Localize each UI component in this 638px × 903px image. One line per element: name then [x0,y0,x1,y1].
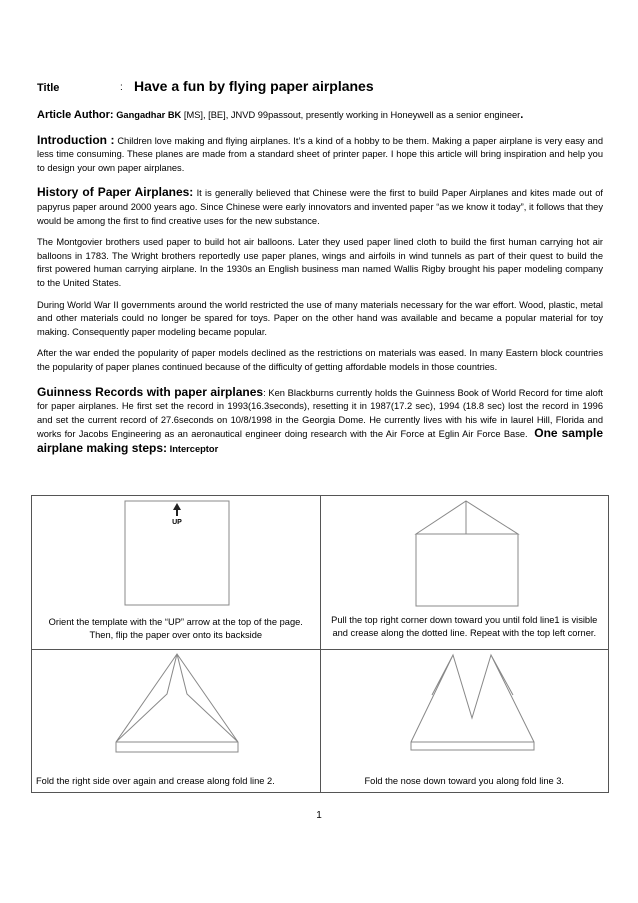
intro-paragraph [37,134,603,176]
intro-text: Children love making and flying airplanes. It’s a kind of a hobby to be them. Making a paper airplane is very easy and less time consuming. These planes are made from a standard sheet of printer paper. I hope this article will bring inspiration and help you to design your own paper airplanes. [37,135,603,173]
step-3-illustration [32,650,321,792]
folded-plane-step-3 [116,654,238,752]
guinness-paragraph [37,386,603,457]
step-4-cell [320,650,609,793]
history-paragraph-2: The Montgovier brothers used paper to build hot air balloons. Later they used paper lined cloth to build the first human carrying hot air balloons in 1783. The Wright brothers reportedly use paper planes, wings and airfoils in wind tunnels as part of their quest to build the first powered human carrying airplane. In the 1930s an English business man named Wallis Rigby brought his paper modeling company to the United States. [37,237,603,288]
step-2-caption: Pull the top right corner down toward you until fold line1 is visible and crease along the dotted line. Repeat with the top left corner. [331,615,598,638]
title-label: Title [37,82,60,94]
intro-heading: Introduction : [37,132,115,147]
step-1-caption: Orient the template with the “UP” arrow at the top of the page. Then, flip the paper over onto its backside [48,617,303,640]
up-label: UP [172,519,182,526]
title-row [37,78,603,100]
sample-heading: One sample airplane making steps: [37,426,603,455]
author-end: . [520,109,524,121]
author-details: [MS], [BE], JNVD 99passout, presently working in Honeywell as a senior engineer [183,110,521,120]
guinness-heading: Guinness Records with paper airplanes [37,384,264,399]
folded-corners [416,501,518,606]
step-2-cell [320,496,609,650]
page-title: Have a fun by flying paper airplanes [134,78,374,94]
history-heading: History of Paper Airplanes: [37,185,194,200]
sample-name: Interceptor [169,443,219,454]
step-3-caption: Fold the right side over again and crease along fold line 2. [36,776,275,786]
history-paragraph-4: After the war ended the popularity of paper models declined as the restrictions on materials was eased. In many Eastern block countries the popularity of paper planes continued because of the difficulty of getting affordable models in those countries. [37,348,603,372]
step-1-cell [32,496,321,650]
author-name: Gangadhar BK [116,110,182,120]
author-line [37,109,603,123]
step-4-caption: Fold the nose down toward you along fold line 3. [364,776,564,786]
history-text-1: It is generally believed that Chinese were the first to build Paper Airplanes and kites made out of papyrus paper around 2000 years ago. Since Chinese were early innovators and invented paper “as we know it today”, it follows that they would be among the first to find creative uses for the new substance. [37,188,603,226]
paper-sheet [125,501,229,605]
author-label: Article Author: [37,109,114,121]
history-paragraph-1 [37,186,603,228]
history-paragraph-3: During World War II governments around the world restricted the use of many materials necessary for the war effort. Wood, plastic, metal and other materials could no longer be spared for toys. Paper on the other hand was available and became a popular material for toy making. Consequently paper modeling became popular. [37,299,603,337]
article-body [37,78,603,456]
folded-plane-step-4 [411,655,534,750]
steps-table [31,495,609,793]
page-number: 1 [316,810,322,821]
guinness-text: : Ken Blackburns currently holds the Guinness Book of World Record for time aloft for paper airplanes. He first set the record in 1993(16.3seconds), resetting it in 1987(17.2 sec), 1994 (18.8 sec) lost the record in 1996 and set the current record of 27.6seconds on 10/8/1998 in the Georgia Dome. He currently lives with his wife in laurel Hill, Florida and works for Jacobs Engineering as an aeronautical engineer doing research with the Air Force at Eglin Air Force Base. [37,387,603,440]
title-colon: : [120,82,123,93]
up-arrow-icon [173,503,181,516]
step-3-cell [32,650,321,793]
step-4-illustration [321,650,610,792]
